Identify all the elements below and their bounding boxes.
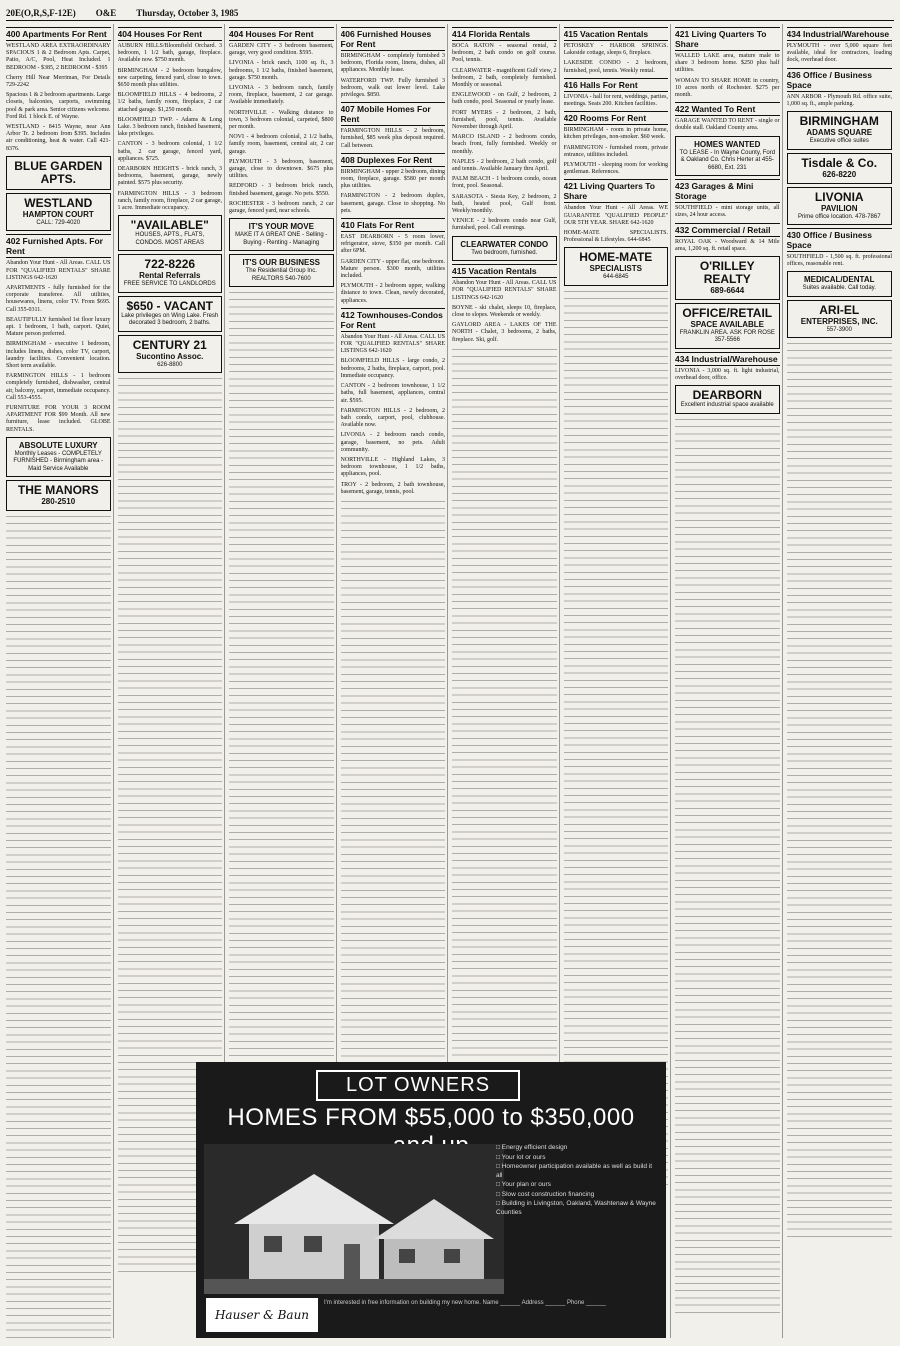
display-ad-text: Excellent industrial space available — [680, 402, 774, 409]
classified-ad: GARDEN CITY - upper flat, one bedroom. Mature person. $300 month, utilities included. — [340, 258, 445, 280]
display-ad-text: 626-8800 — [157, 361, 183, 368]
section-heading: 410 Flats For Rent — [341, 218, 446, 232]
classified-ad: BLOOMFIELD HILLS - large condo, 2 bedrooms, 2 baths, fireplace, carport, pool. Immediate occupancy. — [340, 358, 445, 379]
display-ad-text: SPACE AVAILABLE — [690, 319, 764, 329]
classified-ad: TROY - 2 bedroom, 2 bath townhouse, basement, garage, tennis, pool. — [340, 481, 445, 495]
classified-ad: BLOOMFIELD HILLS - 4 bedrooms, 2 1/2 baths, family room, fireplace, 2 car attached garage. $1,250 month. — [117, 92, 222, 113]
classified-ad: LIVONIA - 3,000 sq. ft. light industrial, overhead door, office. — [675, 367, 780, 382]
classified-ad: LAKESIDE CONDO - 2 bedroom, furnished, pool, tennis. Weekly rental. — [563, 60, 668, 74]
display-ad-box — [6, 193, 111, 232]
classified-ad: GAYLORD AREA - LAKES OF THE NORTH - Chalet, 3 bedrooms, 2 baths, fireplace. Ski, golf. — [452, 322, 557, 343]
display-ad-box — [452, 236, 557, 262]
display-ad-text: 722-8226 — [144, 257, 196, 272]
classified-ad: CANTON - 2 bedroom townhouse, 1 1/2 baths, full basement, appliances, central air. $595. — [340, 383, 445, 404]
classified-ad: Abandon Your Hunt - All Areas. CALL US FOR "QUALIFIED RENTALS" SHARE LISTINGS 642-1620 — [340, 333, 445, 355]
section-heading: 412 Townhouses-Condos For Rent — [341, 308, 446, 332]
display-ad-text: ENTERPRISES, INC. — [800, 316, 878, 326]
display-ad-text: The Residential Group Inc. REALTORS 540-7600 — [245, 268, 317, 282]
classified-ad: SOUTHFIELD - mini storage units, all sizes, 24 hour access. — [675, 205, 780, 219]
display-ad-text: IT'S OUR BUSINESS — [242, 258, 320, 268]
display-ad-box — [787, 111, 893, 150]
display-ad-text: WESTLAND — [24, 195, 93, 210]
classified-ad: BIRMINGHAM - upper 2 bedroom, dining room, fireplace, garage. $580 per month plus utilities. — [340, 168, 445, 190]
display-ad-text: ADAMS SQUARE — [806, 128, 873, 138]
display-ad-text: Tisdale & Co. — [801, 155, 878, 170]
display-ad-text: 557-3900 — [826, 326, 852, 333]
classified-ad: PLYMOUTH - 3 bedroom, basement, garage, close to downtown. $675 plus utilities. — [229, 158, 334, 180]
display-ad-text: FRANKLIN AREA. ASK FOR ROSE 357-5566 — [679, 329, 775, 344]
lot-ad-bullet: □ Building in Livingston, Oakland, Washtenaw & Wayne Counties — [496, 1200, 656, 1216]
classified-ad: AUBURN HILLS/Bloomfield Orchard. 3 bedroom, 1 1/2 bath, garage, fireplace. Available now. $750 month. — [117, 43, 222, 64]
fine-print-text — [6, 514, 111, 1338]
display-ad-text: IT'S YOUR MOVE — [248, 222, 314, 232]
classified-ad: ROYAL OAK - Woodward & 14 Mile area, 1,200 sq. ft. retail space. — [675, 238, 780, 252]
classified-ad: BOYNE - ski chalet, sleeps 10, fireplace, close to slopes. Weekends or weekly. — [452, 304, 557, 318]
classified-ad: LIVONIA - 2 bedroom ranch condo, garage, basement, no pets. Adult community. — [340, 432, 445, 453]
display-ad-text: Monthly Leases - COMPLETELY FURNISHED - Birmingham area - Maid Service Available — [13, 450, 104, 472]
display-ad-text: MEDICAL/DENTAL — [803, 275, 875, 285]
display-ad-text: DEARBORN — [692, 388, 762, 403]
classified-ad: REDFORD - 3 bedroom brick ranch, finished basement, garage. No pets. $550. — [229, 183, 334, 197]
issue-date: Thursday, October 3, 1985 — [136, 8, 239, 18]
display-ad-box — [118, 296, 223, 332]
display-ad-box — [787, 153, 893, 184]
display-ad-box — [675, 303, 780, 349]
classified-column — [675, 24, 783, 1338]
classified-ad: Abandon Your Hunt - All Areas. WE GUARANTEE "QUALIFIED PEOPLE" OUR 5TH YEAR. SHARE 642-1620 — [563, 205, 668, 226]
display-ad-text: "AVAILABLE" — [130, 218, 209, 233]
classified-ad: APARTMENTS - fully furnished for the corporate transferee. All utilities, housewares, linens, color TV. From $695. Call 355-0311. — [6, 284, 111, 313]
section-heading: 430 Office / Business Space — [787, 228, 893, 252]
classified-ad: VENICE - 2 bedroom condo near Gulf, furnished, pool. Call evenings. — [452, 218, 557, 232]
fine-print-text — [229, 290, 334, 1190]
display-ad-text: CENTURY 21 — [132, 337, 207, 352]
fine-print-text — [675, 417, 780, 1317]
display-ad-text: Lake privileges on Wing Lake. Fresh decorated 3 bedroom, 2 baths. — [121, 312, 219, 327]
classified-ad: BIRMINGHAM - executive 1 bedroom, includes linens, dishes, color TV, carport, laundry facilities. Convenient location. Short term available. — [6, 341, 111, 369]
classified-ad: BIRMINGHAM - completely furnished 3 bedroom, Florida room, linens, dishes, all appliances. Monthly lease. — [340, 53, 445, 74]
display-ad-box — [118, 254, 223, 293]
classified-ad: Abandon Your Hunt - All Areas. CALL US FOR "QUALIFIED RENTALS" SHARE LISTINGS 642-1620 — [6, 260, 111, 281]
classified-column — [6, 24, 114, 1338]
classified-ad: BEAUTIFULLY furnished 1st floor luxury apt. 1 bedroom, 1 bath, carport. Quiet, Mature person preferred. — [6, 316, 111, 338]
info-coupon: I'm interested in free information on building my new home. Name ______ Address ______ Phone ______ — [324, 1300, 606, 1306]
display-ad-box — [675, 256, 780, 300]
fine-print-text — [564, 289, 669, 1189]
display-ad-text: 280-2510 — [41, 497, 76, 507]
classified-ad: PLYMOUTH - over 5,000 square feet available, ideal for contractors, loading dock, overhead door. — [786, 43, 892, 64]
lot-ad-bullets — [496, 1144, 656, 1218]
display-ad-text: 689-6644 — [710, 285, 745, 295]
classified-ad: MARCO ISLAND - 2 bedroom condo, beach front, fully furnished. Weekly or monthly. — [452, 134, 557, 155]
display-ad-text: Executive office suites — [809, 138, 869, 145]
classified-ad: GARDEN CITY - 3 bedroom basement, garage, very good condition. $595. — [229, 43, 334, 57]
classified-ad: Spacious 1 & 2 bedroom apartments. Large closets, balconies, carports, swimming pool & park area. Senior citizens welcome. Ford Rd. 1 block E. of Wayne. — [6, 92, 111, 120]
section-heading: 416 Halls For Rent — [564, 78, 669, 92]
classified-ad: PALM BEACH - 1 bedroom condo, ocean front, pool. Seasonal. — [452, 176, 557, 190]
section-heading: 415 Vacation Rentals — [452, 264, 557, 278]
display-ad-text: 626-8220 — [822, 169, 857, 179]
display-ad-text: TO LEASE - In Wayne County, Ford & Oakland Co. Chris Herter at 455-6680, Ext. 231 — [679, 149, 776, 171]
section-heading: 402 Furnished Apts. For Rent — [6, 234, 111, 258]
display-ad-text: CALL: 729-4020 — [36, 219, 81, 226]
classified-ad: FARMINGTON HILLS - 2 bedroom, furnished, $85 week plus deposit required. Call between. — [340, 128, 445, 149]
display-ad-text: ARI-EL — [819, 302, 860, 317]
classified-ad: WESTLAND - 8415 Wayne, near Ann Arbor Tr. 2 bedroom from $395. Includes air conditioning, heat & water. Call 421-8376. — [6, 124, 111, 152]
display-ad-text: HOMES WANTED — [694, 139, 761, 149]
classified-ad: BIRMINGHAM - 2 bedroom bungalow, new carpeting, fenced yard, close to town. $650 month plus utilities. — [117, 67, 222, 89]
display-ad-box — [675, 136, 780, 177]
classified-ad: FARMINGTON - 2 bedroom duplex, basement, garage. Close to shopping. No pets. — [340, 193, 445, 214]
section-heading: 434 Industrial/Warehouse — [787, 27, 893, 41]
classified-ad: Abandon Your Hunt - All Areas. CALL US FOR "QUALIFIED RENTALS" SHARE LISTINGS 642-1620 — [452, 280, 557, 301]
classified-ad: PLYMOUTH - sleeping room for working gentleman. References. — [563, 162, 668, 176]
display-ad-text: BIRMINGHAM — [799, 114, 879, 129]
display-ad-text: CLEARWATER CONDO — [460, 239, 549, 249]
classified-ad: NOVI - 4 bedroom colonial, 2 1/2 baths, family room, basement, central air, 2 car garage. — [229, 134, 334, 155]
display-ad-text: SPECIALISTS — [589, 264, 642, 274]
classified-ad: FARMINGTON HILLS - 3 bedroom ranch, family room, fireplace, 2 car garage, 1 acre. Immediate occupancy. — [117, 190, 222, 212]
classified-ad: GARAGE WANTED TO RENT - single or double stall. Oakland County area. — [675, 118, 780, 132]
section-heading: 408 Duplexes For Rent — [341, 153, 446, 167]
lot-ad-bullet: □ Energy efficient design — [496, 1144, 568, 1151]
display-ad-text: BLUE GARDEN APTS. — [14, 158, 103, 186]
section-heading: 421 Living Quarters To Share — [564, 179, 669, 203]
classified-ad: ENGLEWOOD - on Gulf, 2 bedroom, 2 bath condo, pool. Seasonal or yearly lease. — [452, 92, 557, 106]
section-heading: 421 Living Quarters To Share — [675, 27, 780, 51]
display-ad-text: 644-6845 — [603, 274, 629, 281]
display-ad-text: HOME-MATE — [579, 250, 653, 265]
classified-ad: WESTLAND AREA EXTRAORDINARY SPACIOUS 1 & 2 Bedroom Apts. Carpet, Patio, A/C, Pool, Heat Included. 1 BEDROOM - $385, 2 BEDROOM - $395 — [6, 43, 111, 71]
lot-owners-ad — [196, 1062, 666, 1338]
house-illustration — [204, 1144, 504, 1294]
display-ad-box — [787, 271, 893, 297]
display-ad-box — [229, 218, 334, 251]
classified-ad: NAPLES - 2 bedroom, 2 bath condo, golf and tennis. Available January thru April. — [452, 158, 557, 173]
classified-ad: FORT MYERS - 2 bedroom, 2 bath, furnished, pool, tennis. Available November through April. — [452, 109, 557, 131]
display-ad-box — [118, 335, 223, 374]
display-ad-text: HOUSES, APTS., FLATS, CONDOS. MOST AREAS — [135, 232, 205, 246]
section-heading: 420 Rooms For Rent — [564, 111, 669, 125]
display-ad-text: LIVONIA — [814, 189, 864, 204]
display-ad-text: HAMPTON COURT — [22, 209, 94, 219]
classified-ad: HOME-MATE SPECIALISTS. Professional & Lifestyles. 644-6845 — [563, 230, 668, 244]
lot-ad-bullet: □ Slow cost construction financing — [496, 1190, 595, 1198]
display-ad-box — [787, 300, 893, 339]
classified-ad: FARMINGTON HILLS - 2 bedroom, 2 bath condo, carport, pool, clubhouse. Available now. — [340, 407, 445, 429]
display-ad-box — [229, 254, 334, 287]
section-heading: 400 Apartments For Rent — [6, 27, 111, 41]
display-ad-text: PAVILION — [820, 203, 858, 213]
classified-ad: FURNITURE FOR YOUR 3 ROOM APARTMENT FOR $99 Month. All new furniture, lease included. GLOBE RENTALS. — [6, 405, 111, 433]
classified-ad: NORTHVILLE - Highland Lakes, 3 bedroom townhouse, 1 1/2 baths, appliances, pool. — [340, 456, 445, 478]
lot-ad-bullet: □ Homeowner participation available as well as build it all — [496, 1163, 653, 1179]
classified-ad: Cherry Hill Near Merriman, For Details 729-2242 — [6, 74, 111, 89]
display-ad-box — [675, 385, 780, 414]
classified-ad: BLOOMFIELD TWP. - Adams & Long Lake. 3 bedroom ranch, finished basement, lake privileges. — [117, 116, 222, 138]
classified-ad: PETOSKEY - HARBOR SPRINGS. Lakeside cottage, sleeps 6, fireplace. — [563, 43, 668, 57]
lot-ad-heading: LOT OWNERS — [316, 1070, 520, 1101]
section-heading: 432 Commercial / Retail — [675, 223, 780, 237]
section-heading: 406 Furnished Houses For Rent — [341, 27, 446, 51]
lot-ad-subheading: HOMES FROM $55,000 to $350,000 — [227, 1104, 635, 1131]
display-ad-text: $650 - VACANT — [126, 298, 213, 313]
display-ad-text: Two bedroom, furnished. — [471, 249, 538, 256]
classified-ad: BIRMINGHAM - room in private home, kitchen privileges, non-smoker. $60 week. — [563, 127, 668, 141]
section-heading: 404 Houses For Rent — [229, 27, 334, 41]
display-ad-text: FREE SERVICE TO LANDLORDS — [123, 281, 216, 288]
classified-ad: BOCA RATON - seasonal rental, 2 bedroom, 2 bath condo on golf course. Pool, tennis. — [452, 43, 557, 64]
display-ad-box — [6, 156, 111, 190]
section-heading: 414 Florida Rentals — [452, 27, 557, 41]
builder-logo: Hauser & Baun — [206, 1298, 318, 1332]
section-heading: 423 Garages & Mini Storage — [675, 179, 780, 203]
page-header — [6, 6, 894, 21]
display-ad-text: MAKE IT A GREAT ONE - Selling - Buying - Renting - Managing — [235, 232, 328, 246]
classified-ad: CLEARWATER - magnificent Gulf view, 2 bedroom, 2 bath, completely furnished. Monthly or seasonal. — [452, 67, 557, 89]
display-ad-text: O'RILLEY REALTY — [699, 258, 755, 286]
classified-ad: WALLED LAKE area, mature male to share 3 bedroom home. $250 plus half utilities. — [675, 53, 780, 74]
display-ad-text: Sucontino Assoc. — [136, 351, 204, 361]
fine-print-text — [787, 341, 893, 1241]
classified-ad: EAST DEARBORN - 5 room lower, refrigerator, stove, $350 per month. Call after 6PM. — [340, 234, 445, 255]
lot-ad-bullet: □ Your plan or ours — [496, 1181, 551, 1188]
lot-ad-bullet: □ Your lot or ours — [496, 1153, 546, 1161]
section-heading: 404 Houses For Rent — [118, 27, 223, 41]
display-ad-text: Rental Referrals — [139, 271, 201, 281]
section-heading: 434 Industrial/Warehouse — [675, 353, 778, 364]
display-ad-box — [787, 187, 893, 226]
display-ad-text: Prime office location. 478-7867 — [797, 213, 881, 220]
classified-ad: WOMAN TO SHARE HOME in country, 10 acres north of Rochester. $275 per month. — [675, 77, 780, 99]
display-ad-text: ABSOLUTE LUXURY — [18, 440, 98, 450]
display-ad-box — [6, 437, 111, 478]
classified-ad: FARMINGTON - furnished room, private entrance, utilities included. — [563, 144, 668, 158]
section-heading: 436 Office / Business Space — [787, 68, 893, 92]
classified-ad: SOUTHFIELD - 1,500 sq. ft. professional offices, reasonable rent. — [786, 254, 892, 268]
display-ad-box — [6, 480, 111, 511]
page-number: 20E(O,R,S,F-12E) — [6, 8, 76, 18]
classified-ad: PLYMOUTH - 2 bedroom upper, walking distance to town. Clean, newly decorated, appliances. — [340, 283, 445, 304]
classified-ad: ROCHESTER - 3 bedroom ranch, 2 car garage, fenced yard, near schools. — [229, 200, 334, 215]
section-heading: 422 Wanted To Rent — [675, 102, 780, 116]
paper-name: O&E — [95, 8, 117, 18]
classified-ad: FARMINGTON HILLS - 1 bedroom completely furnished, dishwasher, central air, balcony, carport, immediate occupancy. Call 553-4555. — [6, 373, 111, 401]
display-ad-text: Suites available. Call today. — [802, 285, 876, 292]
display-ad-text: OFFICE/RETAIL — [682, 305, 773, 320]
classified-ad: LIVONIA - hall for rent, weddings, parties, meetings. Seats 200. Kitchen facilities. — [563, 93, 668, 108]
classified-ad: LIVONIA - 3 bedroom ranch, family room, fireplace, basement, 2 car garage. Available immediately. — [229, 85, 334, 106]
classified-ad: ANN ARBOR - Plymouth Rd. office suite, 1,000 sq. ft., ample parking. — [786, 93, 892, 107]
display-ad-box — [118, 215, 223, 251]
classified-ad: WATERFORD TWP. Fully furnished 3 bedroom, walk out lower level. Lake privileges. $850. — [340, 77, 445, 99]
section-heading: 415 Vacation Rentals — [564, 27, 669, 41]
display-ad-box — [564, 247, 669, 286]
classified-column — [787, 24, 895, 1338]
display-ad-text: THE MANORS — [17, 483, 99, 498]
classified-ad: SARASOTA - Siesta Key, 2 bedroom, 2 bath, heated pool, Gulf front. Weekly/monthly. — [452, 193, 557, 215]
classified-ad: DEARBORN HEIGHTS - brick ranch, 3 bedrooms, basement, garage, newly painted. $575 plus security. — [117, 166, 222, 187]
classified-ad: CANTON - 3 bedroom colonial, 1 1/2 baths, 2 car garage, fenced yard, appliances. $725. — [117, 141, 222, 162]
classified-ad: NORTHVILLE - Walking distance to town, 3 bedroom colonial, carpeted, $800 per month. — [229, 109, 334, 131]
classified-ad: LIVONIA - brick ranch, 1100 sq. ft., 3 bedrooms, 1 1/2 baths, finished basement, garage. $750 month. — [229, 60, 334, 81]
section-heading: 407 Mobile Homes For Rent — [341, 102, 446, 126]
